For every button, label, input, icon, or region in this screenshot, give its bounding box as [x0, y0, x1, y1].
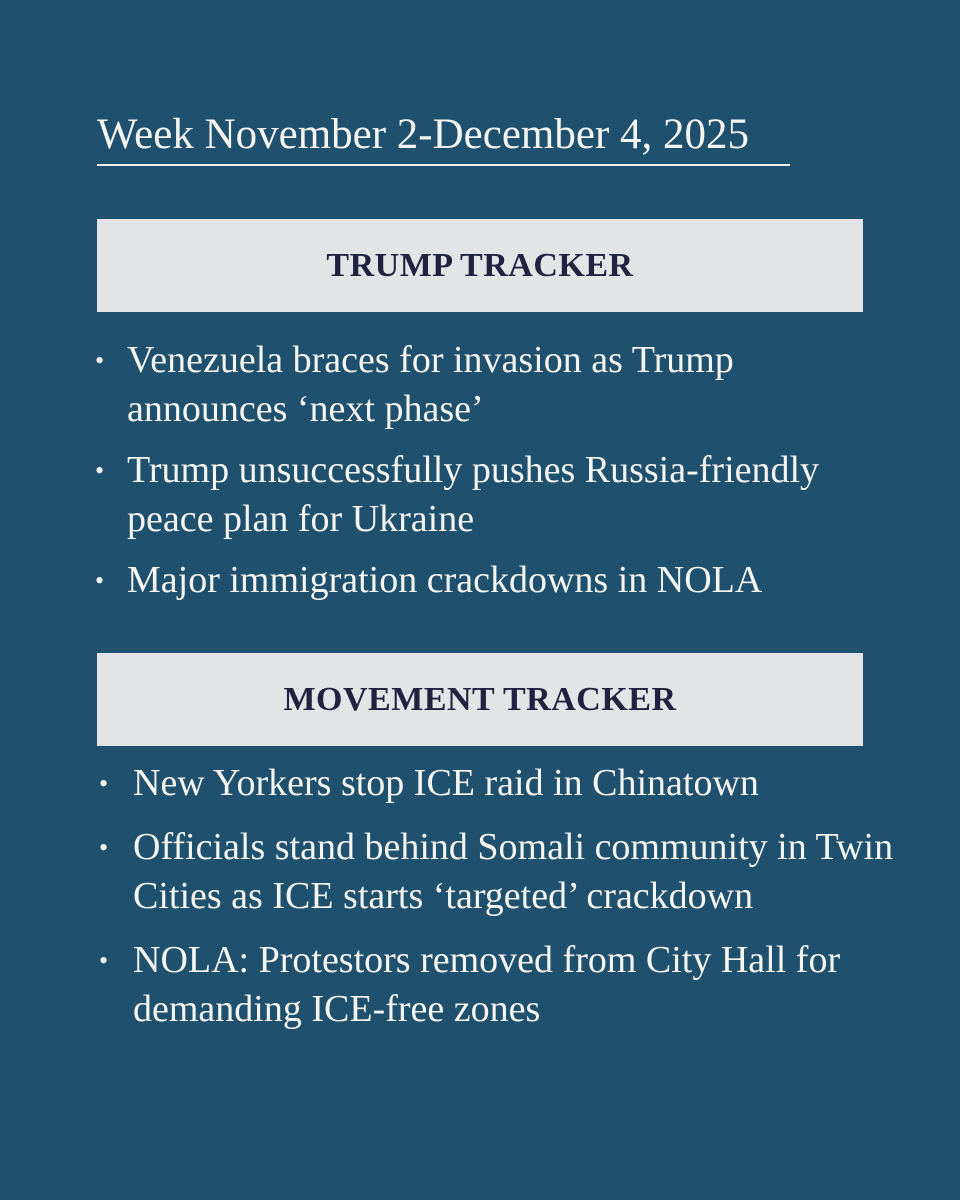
bullet-icon: •	[95, 346, 105, 375]
trump-tracker-header	[97, 219, 863, 312]
bullet-icon: •	[99, 833, 109, 862]
trump-tracker-list	[95, 336, 847, 617]
trump-tracker-heading: TRUMP TRACKER	[326, 246, 634, 284]
list-item-text: Venezuela braces for invasion as Trump announces ‘next phase’	[127, 339, 734, 430]
list-item-text: Trump unsuccessfully pushes Russia-friendly peace plan for Ukraine	[127, 449, 820, 540]
list-item-text: New Yorkers stop ICE raid in Chinatown	[133, 762, 759, 804]
bullet-icon: •	[95, 566, 105, 595]
week-title: Week November 2-December 4, 2025	[97, 111, 750, 158]
list-item-text: NOLA: Protestors removed from City Hall for demanding ICE-free zones	[133, 939, 841, 1030]
movement-tracker-list	[99, 759, 903, 1049]
bullet-icon: •	[99, 769, 109, 798]
movement-tracker-heading: MOVEMENT TRACKER	[283, 680, 677, 718]
list-item	[99, 823, 903, 921]
bullet-icon: •	[95, 456, 105, 485]
week-title-underline	[97, 164, 790, 166]
list-item	[99, 936, 903, 1034]
list-item	[95, 446, 847, 544]
list-item-text: Major immigration crackdowns in NOLA	[127, 559, 763, 601]
bullet-icon: •	[99, 946, 109, 975]
list-item	[95, 556, 847, 605]
list-item	[95, 336, 847, 434]
list-item	[99, 759, 903, 808]
list-item-text: Officials stand behind Somali community in Twin Cities as ICE starts ‘targeted’ crackdown	[133, 826, 894, 917]
movement-tracker-header	[97, 653, 863, 746]
